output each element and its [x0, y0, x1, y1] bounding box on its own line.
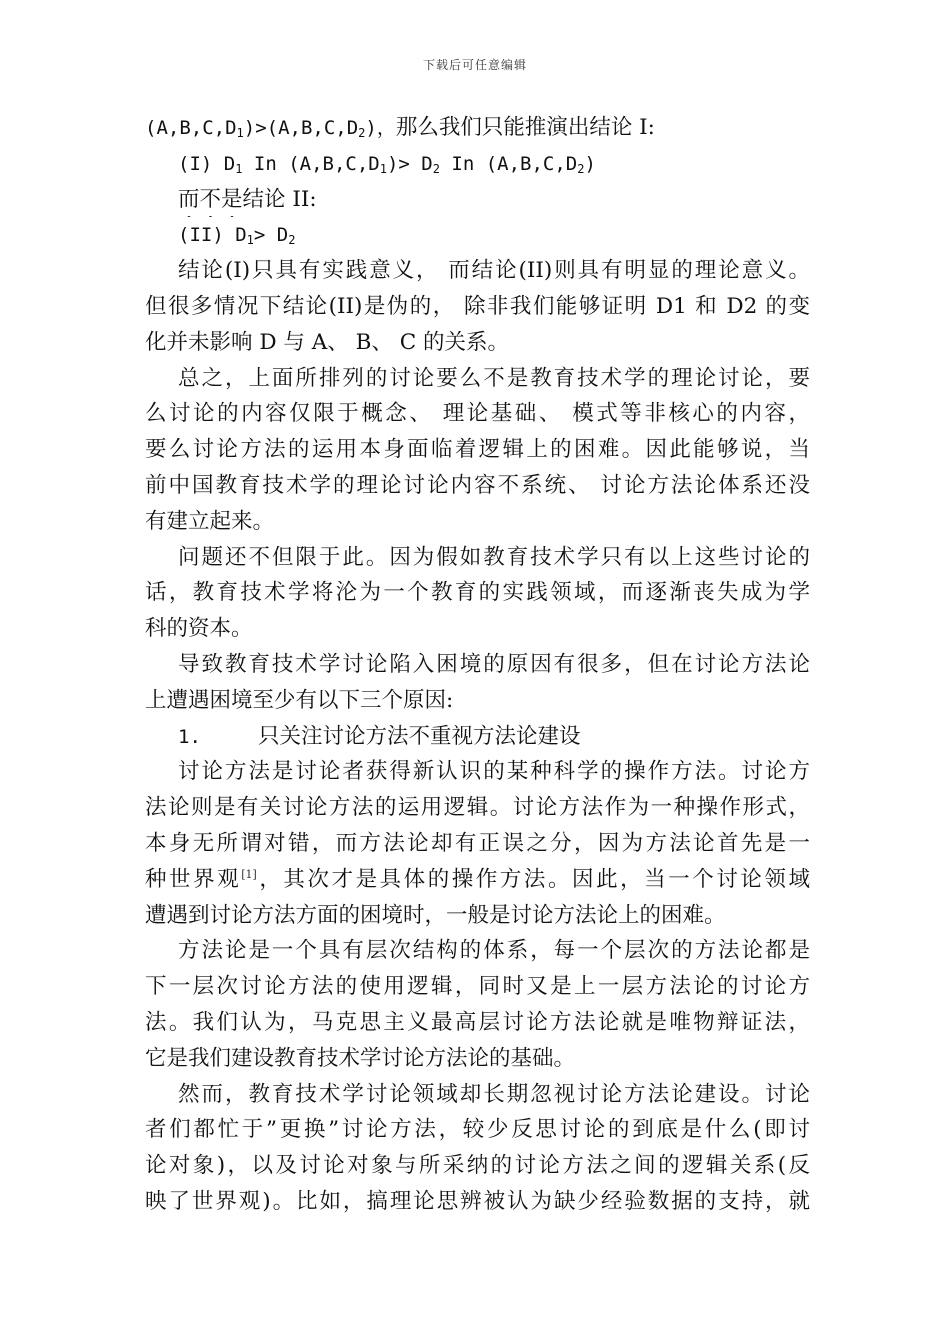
citation-reference: [1]: [241, 867, 257, 881]
conclusion-two-formula: (II) $D_1> D_2$: [178, 224, 296, 248]
paragraph-problem: 问题还不但限于此。因为假如教育技术学只有以上这些讨论的 话，教育技术学将沦为一个教育的实践领域，而逐渐丧失成为学 科的资本。: [145, 544, 810, 642]
paragraph-method-definition: 讨论方法是讨论者获得新认识的某种科学的操作方法。讨论方 法论则是有关讨论方法的运用逻辑。讨论方法作为一种操作形式， 本身无所谓对错，而方法论却有正误之分，因为方法论首先是一 种世界观[1]，其次才是具体的操作方法。因此，当一个讨论领域 遭遇到讨论方法方面的困境时，一般是讨论方法论上的困难。: [145, 759, 810, 928]
conclusion-one-formula: (I) $D_1$ In $(A,B,C,D_1)> D_2$ In $(A,B,C,D_2)$: [178, 152, 596, 176]
section-heading: [145, 719, 810, 755]
document-body: [145, 110, 810, 1220]
paragraph-causes: 导致教育技术学讨论陷入困境的原因有很多，但在讨论方法论 上遭遇困境至少有以下三个原因:: [145, 651, 810, 713]
not-conclusion-two-line: 而不是结论 II:: [178, 186, 317, 212]
section-title: 只关注讨论方法不重视方法论建设: [258, 723, 581, 749]
paragraph-summary: 总之，上面所排列的讨论要么不是教育技术学的理论讨论，要 么讨论的内容仅限于概念、 理论基础、 模式等非核心的内容， 要么讨论方法的运用本身面临着逻辑上的困难。因此能够说，当 前中国教育技术学的理论讨论内容不系统、 讨论方法论体系还没 有建立起来。: [145, 365, 810, 534]
page-header: 下载后可任意编辑: [422, 58, 527, 72]
paragraph-neglect: 然而，教育技术学讨论领域却长期忽视讨论方法论建设。讨论 者们都忙于”更换”讨论方法，较少反思讨论的到底是什么(即讨 论对象)，以及讨论对象与所采纳的讨论方法之间的逻辑关系(反 映了世界观)。比如，搞理论思辨被认为缺少经验数据的支持，就: [145, 1081, 810, 1214]
formula-expression: $(A,B,C,D_1)>(A,B,C,D_2)$，: [145, 117, 396, 140]
paragraph-method-hierarchy: 方法论是一个具有层次结构的体系，每一个层次的方法论都是 下一层次讨论方法的使用逻辑，同时又是上一层方法论的讨论方 法。我们认为，马克思主义最高层讨论方法论就是唯物辩证法， 它是我们建设教育技术学讨论方法论的基础。: [145, 938, 810, 1071]
formula-intro-text: 那么我们只能推演出结论 I:: [395, 115, 655, 140]
section-number: 1.: [178, 725, 201, 748]
emphasized-text: 而不是: [178, 186, 243, 212]
paragraph-conclusion-meaning: 结论(I)只具有实践意义， 而结论(II)则具有明显的理论意义。 但很多情况下结论(II)是伪的， 除非我们能够证明 D1 和 D2 的变 化并未影响 D 与 A、 B、 C 的关系。: [145, 258, 810, 355]
formula-intro-line: [145, 110, 810, 146]
